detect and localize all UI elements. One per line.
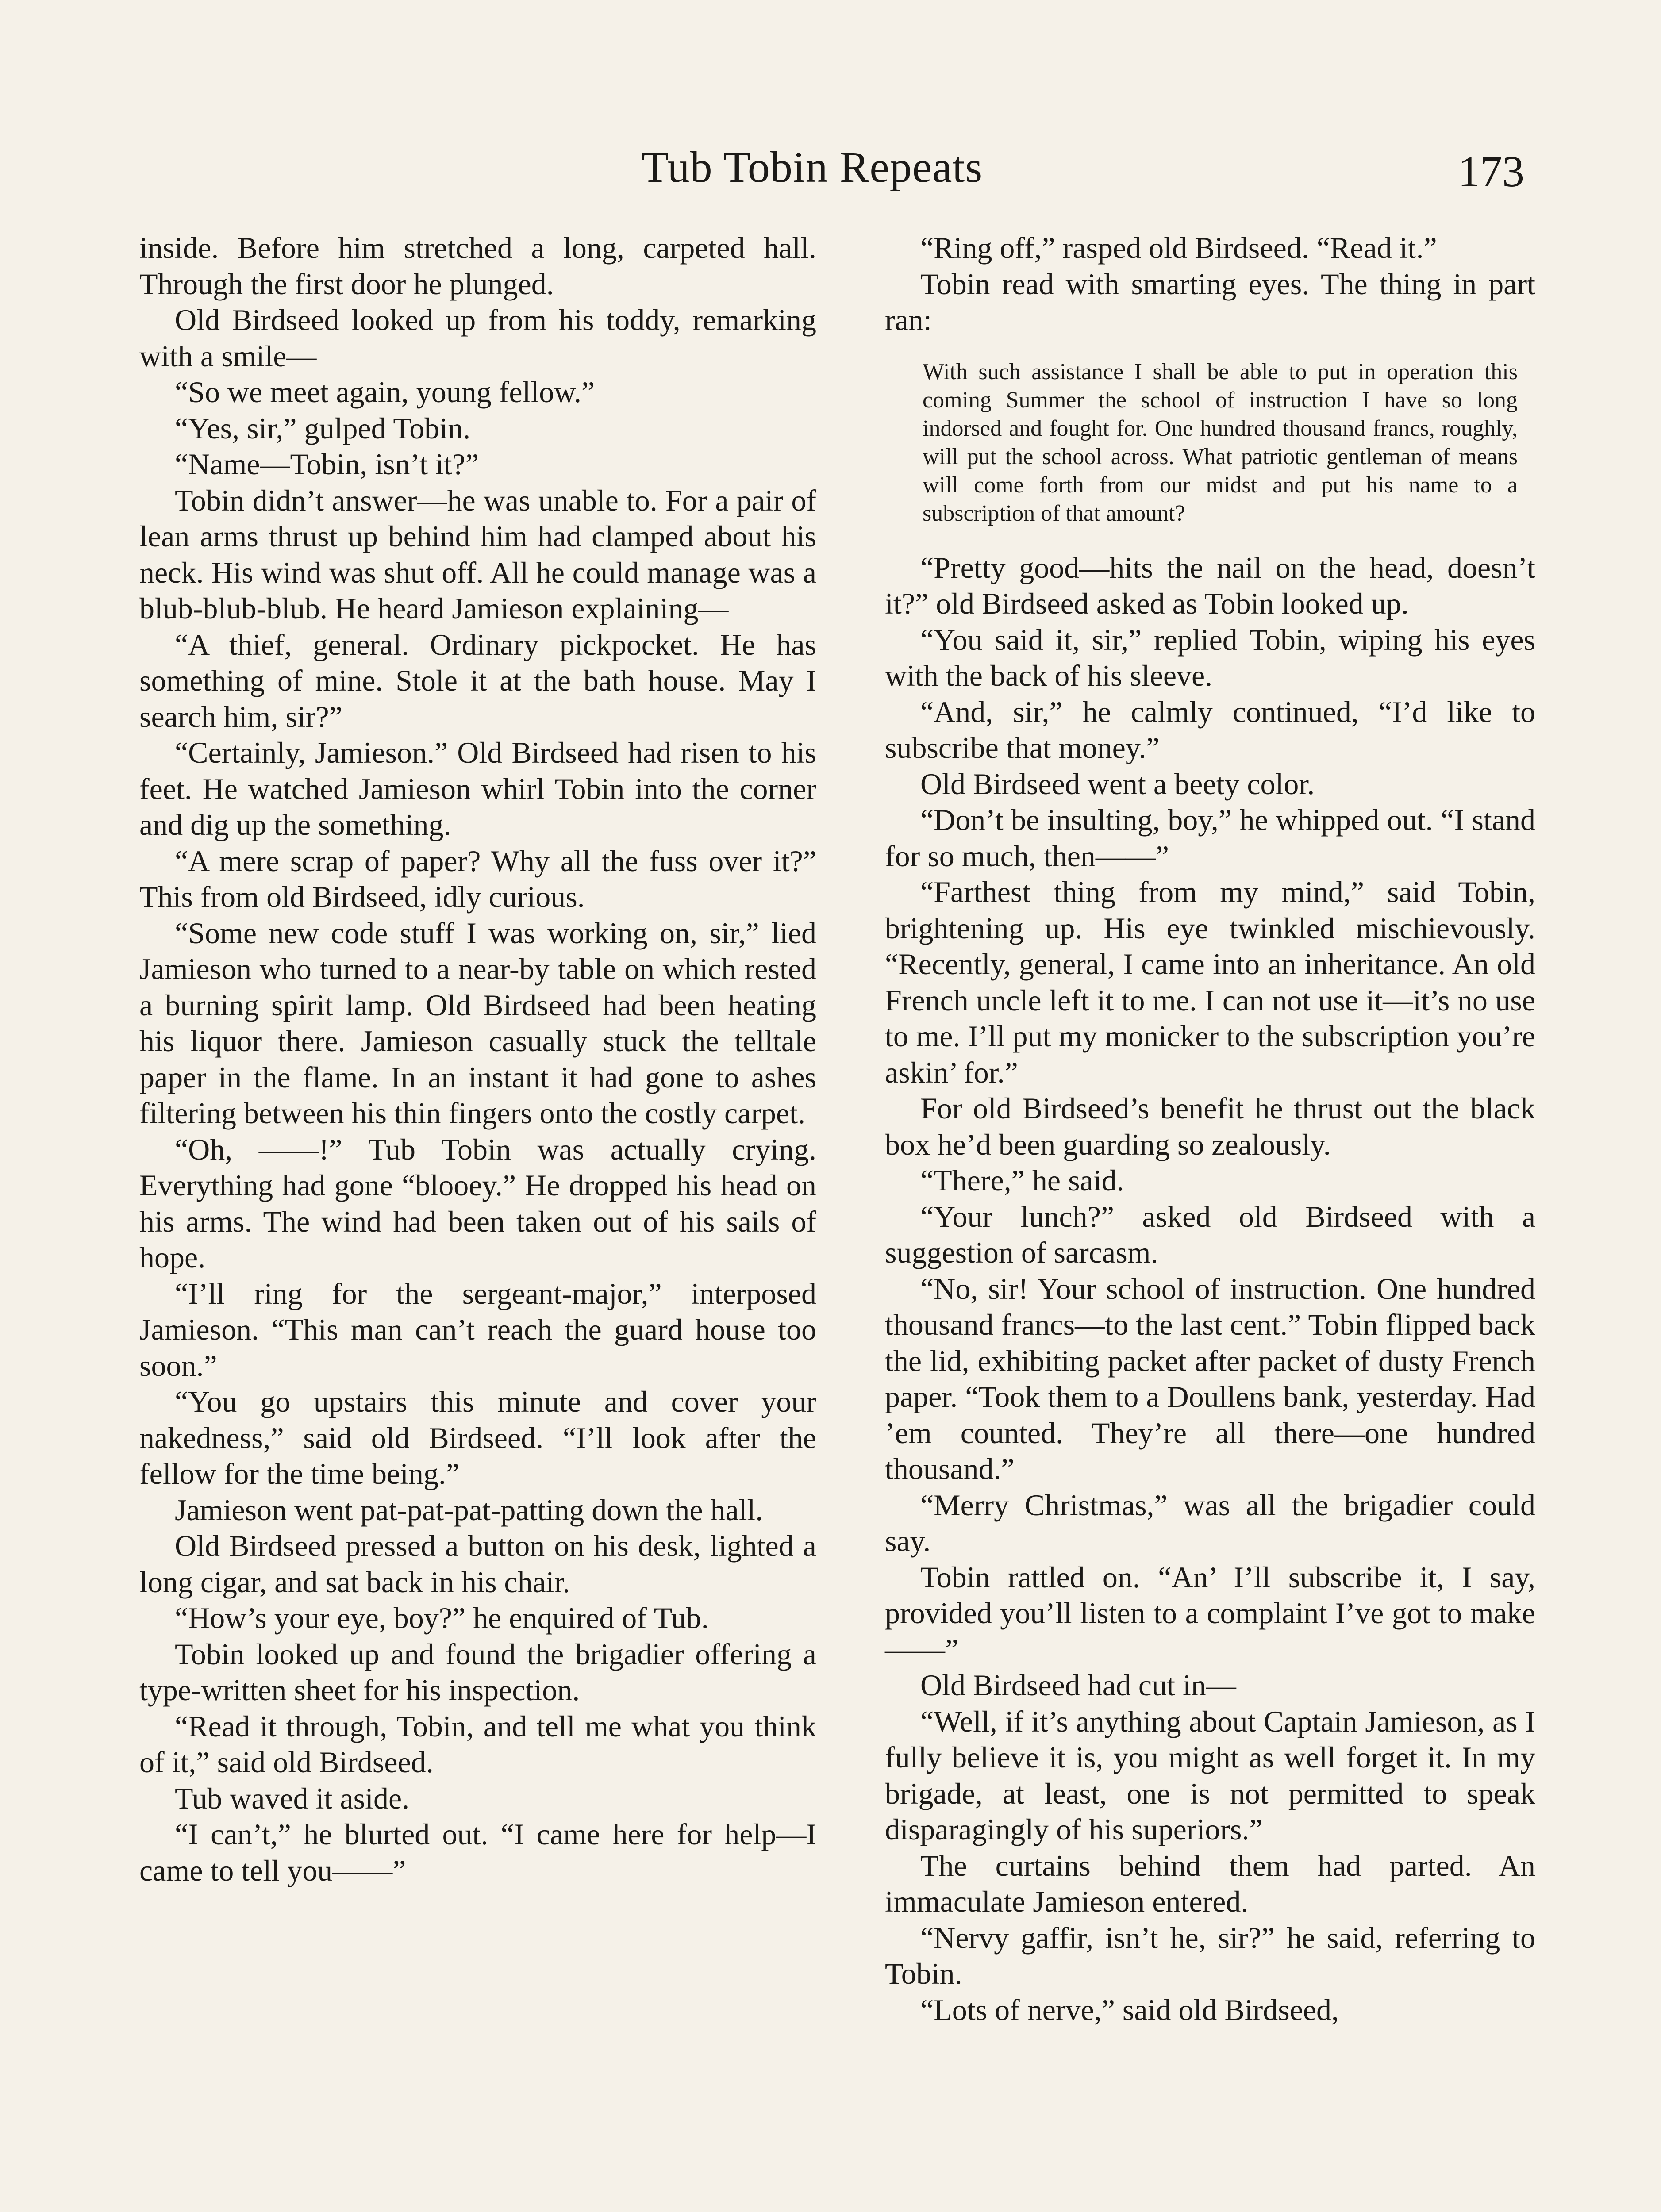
paragraph: Jamieson went pat-pat-pat-patting down the hall. xyxy=(175,1493,763,1527)
paragraph: Old Birdseed had cut in— xyxy=(920,1668,1236,1702)
paragraph: “Certainly, Jamieson.” Old Birdseed had risen to his feet. He watched Jamieson whirl Tobin into the corner and dig up the something. xyxy=(139,736,816,841)
paragraph: “There,” he said. xyxy=(920,1164,1124,1197)
paragraph: “Farthest thing from my mind,” said Tobin, brightening up. His eye twinkled mischievously. “Recently, general, I came into an inheritance. An old French uncle left it to me. I can not use it—it’s no use to me. I’ll put my monicker to the subscription you’re askin’ for.” xyxy=(885,875,1535,1089)
left-column xyxy=(139,230,816,1889)
paragraph: “Yes, sir,” gulped Tobin. xyxy=(175,411,471,445)
paragraph: Tub waved it aside. xyxy=(175,1781,410,1815)
paragraph: “And, sir,” he calmly continued, “I’d like to subscribe that money.” xyxy=(885,695,1535,764)
paragraph: “Name—Tobin, isn’t it?” xyxy=(175,447,479,481)
paragraph: “Ring off,” rasped old Birdseed. “Read it.” xyxy=(920,231,1437,265)
paragraph: Old Birdseed pressed a button on his desk, lighted a long cigar, and sat back in his chair. xyxy=(139,1529,816,1599)
paragraph: “How’s your eye, boy?” he enquired of Tub. xyxy=(175,1601,709,1635)
running-title: Tub Tobin Repeats xyxy=(642,142,983,192)
paragraph: “Your lunch?” asked old Birdseed with a suggestion of sarcasm. xyxy=(885,1199,1535,1269)
page-number: 173 xyxy=(1458,147,1524,196)
paragraph: “Some new code stuff I was working on, sir,” lied Jamieson who turned to a near-by table on which rested a burning spirit lamp. Old Birdseed had been heating his liquor there. Jamieson casually stuck the telltale paper in the flame. In an instant it had gone to ashes filtering between his thin fingers onto the costly carpet. xyxy=(139,916,816,1130)
paragraph: “I’ll ring for the sergeant-major,” interposed Jamieson. “This man can’t reach the guard house too soon.” xyxy=(139,1276,816,1382)
paragraph: “Don’t be insulting, boy,” he whipped out. “I stand for so much, then——” xyxy=(885,803,1535,873)
quoted-letter: With such assistance I shall be able to put in operation this coming Summer the school of instruction I have so long indorsed and fought for. One hundred thousand francs, roughly, will put the school across. What patriotic gentleman of means will come forth from our midst and put his name to a subscription of that amount? xyxy=(923,359,1518,526)
paragraph: “Nervy gaffir, isn’t he, sir?” he said, referring to Tobin. xyxy=(885,1920,1535,1990)
paragraph: “I can’t,” he blurted out. “I came here for help—I came to tell you——” xyxy=(139,1817,816,1887)
paragraph: “A thief, general. Ordinary pickpocket. He has something of mine. Stole it at the bath house. May I search him, sir?” xyxy=(139,627,816,733)
paragraph: “Oh, ——!” Tub Tobin was actually crying. Everything had gone “blooey.” He dropped his head on his arms. The wind had been taken out of his sails of hope. xyxy=(139,1132,816,1274)
page-header xyxy=(0,133,1661,208)
paragraph: Tobin read with smarting eyes. The thing in part ran: xyxy=(885,267,1535,337)
right-column xyxy=(885,230,1535,2028)
paragraph: The curtains behind them had parted. An immaculate Jamieson entered. xyxy=(885,1848,1535,1918)
paragraph: “Well, if it’s anything about Captain Jamieson, as I fully believe it is, you might as well forget it. In my brigade, at least, one is not permitted to speak disparagingly of his superiors.” xyxy=(885,1704,1535,1846)
paragraph: Tobin didn’t answer—he was unable to. For a pair of lean arms thrust up behind him had clamped about his neck. His wind was shut off. All he could manage was a blub-blub-blub. He heard Jamieson explaining— xyxy=(139,483,816,625)
paragraph: “So we meet again, young fellow.” xyxy=(175,375,595,409)
paragraph: “A mere scrap of paper? Why all the fuss over it?” This from old Birdseed, idly curious. xyxy=(139,844,816,914)
paragraph: “Merry Christmas,” was all the brigadier could say. xyxy=(885,1488,1535,1558)
paragraph: “Read it through, Tobin, and tell me what you think of it,” said old Birdseed. xyxy=(139,1709,816,1779)
paragraph: “You go upstairs this minute and cover your nakedness,” said old Birdseed. “I’ll look after the fellow for the time being.” xyxy=(139,1385,816,1490)
paragraph: “No, sir! Your school of instruction. One hundred thousand francs—to the last cent.” Tobin flipped back the lid, exhibiting packet after packet of dusty French paper. “Took them to a Doullens bank, yesterday. Had ’em counted. They’re all there—one hundred thousand.” xyxy=(885,1271,1535,1486)
paragraph: “Pretty good—hits the nail on the head, doesn’t it?” old Birdseed asked as Tobin looked up. xyxy=(885,550,1535,620)
paragraph: “Lots of nerve,” said old Birdseed, xyxy=(920,1993,1339,2027)
paragraph: Old Birdseed looked up from his toddy, remarking with a smile— xyxy=(139,303,816,373)
paragraph: Tobin looked up and found the brigadier offering a type-written sheet for his inspection. xyxy=(139,1637,816,1707)
paragraph: Old Birdseed went a beety color. xyxy=(920,767,1315,801)
paragraph: inside. Before him stretched a long, carpeted hall. Through the first door he plunged. xyxy=(139,231,816,301)
paragraph: “You said it, sir,” replied Tobin, wiping his eyes with the back of his sleeve. xyxy=(885,622,1535,692)
paragraph: For old Birdseed’s benefit he thrust out the black box he’d been guarding so zealously. xyxy=(885,1091,1535,1161)
paragraph: Tobin rattled on. “An’ I’ll subscribe it, I say, provided you’ll listen to a complaint I’ve got to make——” xyxy=(885,1560,1535,1666)
